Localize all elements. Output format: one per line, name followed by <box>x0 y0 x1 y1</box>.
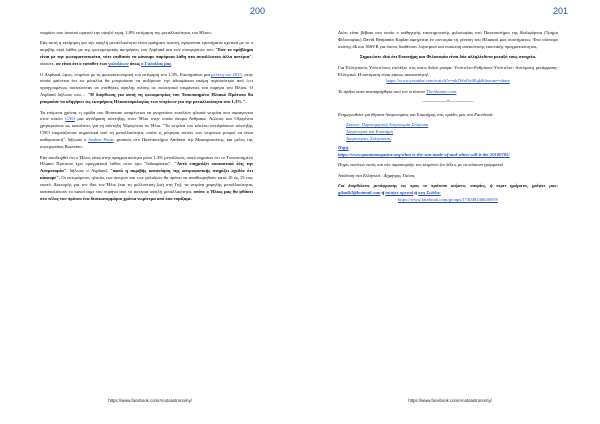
translator: Απόδοση στα Ελληνικά : Δημήτρης Γκίνας <box>338 172 415 178</box>
message-link[interactable]: αυτήτε αρτυτό <box>385 189 414 195</box>
paragraph-5: Πηγές εικόνων εκτός και εάν παραπομπής του κειμένου (οι λέξεις με τα κόκκινα γράμματα) <box>338 162 504 168</box>
source <box>338 145 558 159</box>
page-footer: https://www.facebook.com/Anotoastronomy/ <box>108 398 192 403</box>
page-footer: https://www.facebook.com/Anotoastronomy/ <box>408 398 492 403</box>
link-galaxies[interactable]: γαλαξίεων <box>108 61 129 67</box>
separator: ----------------*---------------- <box>422 99 474 105</box>
source-link[interactable]: https://www.quantamagazine.org/what-is-the-sun-made-of-and-when-will-it-die-20180705/ <box>338 151 510 157</box>
link-study-2015[interactable]: μελέτη του 2015 <box>211 71 242 77</box>
facebook-group-link[interactable]: Αστρονομία και Επιστήμη <box>346 128 393 134</box>
paragraph-6: Για διορθώσεις μετάφρασης ως προς το πρότυπο κείμενο, απορίες, ή περιτ ηρόματα, γράψτε μας: gikadb3@hotmail.com ή αυτήτε αρτυτό ή στη Σελίδα: https://www.facebook.com/groups/174048146026959/ <box>338 182 558 202</box>
left-text-column <box>40 30 253 206</box>
paragraph-2: Εάν αυτή η εκτίμηση για την υψηλή μεταλλικότητα είναι πράγματι σωστή, εγείρονται ερωτήματα σχετικά με το π ακριβής περί λάθος με της φωτομετρικής ιnετρήσεις του Asplund και των συνεργατών του. "Εάν το πρόβλημα είναι με την φωτοματονικιότα, τότε επιθανόν να κάνουμε παρόμοια λάθη στα ανταλλιυτου άλλα αστέρια", είπεστε, αν είναι ότι ο τοποθετ των γαλαξίεων όπως ο Γαλαξίας μας. <box>40 40 254 67</box>
page-number: 201 <box>553 6 569 16</box>
facebook-group-link[interactable]: Δισπον- Παρατηρητική Αστρονομία Σεληνιακ <box>346 122 429 128</box>
link-milky-way[interactable]: ο Γαλαξίας μας <box>141 61 172 67</box>
paragraph-1: Διότι είναι βέβαιο στο οποίο ο καθηγητής επιστημονικής φιλοσοφίας στο Πανεπιστήμιο της Καλιφόρνια (Τμήμα Φιλοσοφίας) David Benjamin Kaplan αφηγείται εν συντομία τη γένεση του Ηλιακού μας συστήματος. Ένα σύννεφο σκόνης 4k και 360VR για όσους διαθέτουν λογισμικό και συσκευή απεικόνισης εικονικής πραγματικότητας. <box>338 30 558 49</box>
paragraph-4: Ενημερωθείτε για θέματα Αστρονομίας και Επιστήμης στις ομάδες μας στο Facebook: <box>338 111 494 117</box>
group-list <box>346 122 558 143</box>
right-page <box>300 0 600 424</box>
paragraph-3: Το άρθρο αυτό αναπαράχθηκε από τον ιστότοπο TheAtlantic.com. <box>338 88 458 94</box>
link-andrea-pocar[interactable]: Andrea Pocar <box>88 137 114 143</box>
youtube-link[interactable]: https://www.youtube.com/watch?v=ukJWnOv6Eqk&feature=share <box>386 78 510 84</box>
link-cno[interactable]: CNO <box>65 116 75 122</box>
bold-note: Σημειώστε ιδιό ότι Επιστήμη και Φιλοσοφία είναι δύο αλληλένδετα μεταξύ τους στοιχεία. <box>359 54 537 60</box>
email-link[interactable]: gikadb3@hotmail.com <box>338 189 381 195</box>
paragraph-5: Εάν αποδειχθεί ότι ο Ήλιος είναι στην πραγματικότητα μόνο 1,3% μεταλλικός, αυτό σημαίνει ότι το Τυποποιημένο Ηλιακό Πρότυπο έχει πραγματικά λάθος στον όρο "Ιοδιαφάνεια". "Αυτό επηρεάζει ουσιαστικά όλη την Αστρονομία", δήλωσε ο Asplund, "αφού η ακριβής κατανόηση της αστροφυσικής στηρίζει σχεδόν ότι κάνουμε". Οι εκτιμώμενες ηλικίες των άστρων και των γαλαξιών θα πρέπει να αναθεωρηθούν κατά 10 ώς 15 τοις εκατό. Δεκτομής για τον ίδιο τον Ήλιο (και τη μελλοντική ζωή στη Γη), τα νετρίνα χαμηλής μεταλλικότητας καταπαλόπουν το κανοί αιμε του πυρήνα από το αστέρια υψηλή μεταλλικότητα, οπότε ο Ήλιος μας θα φθάσει στο τέλος του πρότου ένα δισεκατομμύριο χρόνια νωρίτερα από όσο νομίζαμε. <box>40 154 254 201</box>
paragraph-3: Ο Asplund, όμως, επιμένει με τη φωτοαστονομική του εκτίμηση του 1,3%. Επισημαίνει μια μελέτη του 2015, στην οποία φαίνεται ότι τα μέταλλα θα μπορούσαν να αυξήσουν την αδιαφάνεια ακόμη περισσότερο από ό,τι προηγουμένως πιστεύονταν σε συνθήκες υψηλής πίεσης σε εσωτερικά επιφάνειες του πυρήνα του Ηλιου. Ο Asplund δήλωσε στο… "Η διόρθωση για αυτή τη φωτομετρίας του Τοποποιημένο Ηλιακό Πρότυπο θα μπορούσε να οδηγήσει τις εκτιμήσεις Ηλιοσεισμολογίας των νετρίνων για την μεταλλικότητα στο 1,3% ". <box>40 71 253 105</box>
right-text-column <box>338 30 558 207</box>
facebook-group-link[interactable]: Αστρονομίες Σεληνιακας <box>346 135 391 141</box>
paragraph-4: Τα επόμενα χρόνια, η ομάδα του Borexino αναμένεται να ανιχνεύσει επιπλέον ηλιακά νετρίνα που παράγονται στον κύκλο CNO μια αντίδραση σύντηξης στον Ήλιο στην οποία άτομα Άνθρακα, Αζώτου και Οξυγόνου χρησιμεύουν ως καταλύτες για τη σύντηξη Υδρογόνου σε Ήλιο. "Τα νετρίνα του κύκλου αντιδράσεων σύντηξης CNO επηρεάζονται σημαντικά από τη μεταλλικότητα, οπότε η μέτρηση αυτών των νετρίνων μπορεί να είναι καθοριστική", δήλωσε ο Andrea Pocar, φυσικός στο Πανεπιστήμιο Amherst της Μασαχουσέτης, και μέλος της συνεργασίας Borexino. <box>40 109 253 150</box>
paragraph-2: Για Έλληνικούς Υπότιτλους επιλέξτε στη κάτω δεξιά μπάρα: Υπότιτλοι-Ρυθμίσεις-Υπότιτλοι- Αυτόματη μετάφραση-Ελληνικά. Η αυτόματη είναι κάπως ακατανόητη!. https://www.youtube.com/watch?v=ukJWnOv6Eqk&feature=share <box>338 64 558 84</box>
facebook-group-url[interactable]: https://www.facebook.com/groups/174048146026959/ <box>397 196 499 202</box>
paragraph-1: νεφρίων που ioνικού ορατού την υψηλό τερη, 1,8% εκτίμηση της μεταλλικότητας του Ηλιου. <box>40 30 212 35</box>
page-link[interactable]: στη Σελίδα: <box>418 189 441 195</box>
page-number: 200 <box>250 6 266 16</box>
source-label: Πηγή <box>338 144 349 150</box>
link-atlantic[interactable]: TheAtlantic.com <box>426 88 457 94</box>
